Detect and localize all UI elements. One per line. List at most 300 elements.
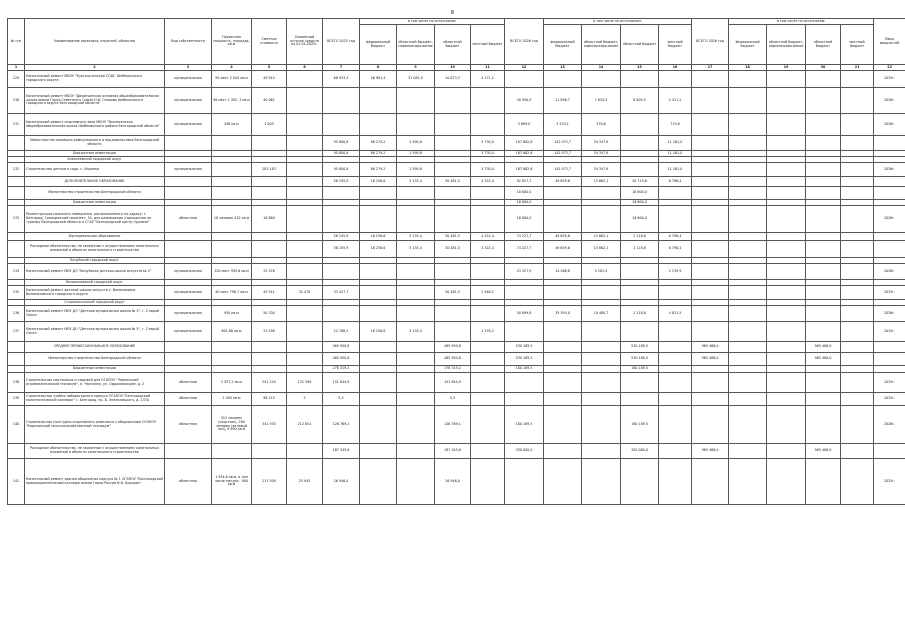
group-row bbox=[8, 187, 905, 200]
table-cell bbox=[471, 264, 505, 280]
table-cell bbox=[729, 306, 767, 322]
table-cell bbox=[505, 373, 544, 393]
table-cell: 136 bbox=[8, 306, 25, 322]
table-cell bbox=[323, 264, 360, 280]
table-cell bbox=[841, 187, 874, 200]
table-cell: 134 bbox=[8, 264, 25, 280]
table-cell: 35 393,0 bbox=[544, 306, 582, 322]
table-cell: 10 673,3 bbox=[435, 71, 471, 88]
table-cell bbox=[767, 187, 806, 200]
table-cell bbox=[544, 187, 582, 200]
table-cell: 139 bbox=[8, 393, 25, 406]
table-cell: 965 486,0 bbox=[692, 342, 729, 353]
column-number: 11 bbox=[471, 65, 505, 71]
table-cell bbox=[435, 88, 471, 114]
table-cell bbox=[212, 187, 252, 200]
table-cell bbox=[397, 366, 435, 373]
table-cell: 151 844,9 bbox=[323, 373, 360, 393]
table-cell: 16 256,6 bbox=[360, 233, 397, 241]
table-cell: 2025г. bbox=[874, 393, 905, 406]
table-cell bbox=[874, 233, 905, 241]
table-cell: 180 189,5 bbox=[621, 366, 659, 373]
table-cell: 11 261,0 bbox=[659, 136, 692, 151]
table-cell: 56 195,9 bbox=[323, 233, 360, 241]
table-cell bbox=[874, 187, 905, 200]
object-name-cell: Капитальный ремонт МБУ ДО "Валуйская детская школа искусств № 2" bbox=[25, 264, 165, 280]
table-cell: 278 319,2 bbox=[323, 366, 360, 373]
object-name-cell: Муниципальные образования bbox=[25, 233, 165, 241]
table-cell bbox=[582, 286, 621, 300]
table-cell bbox=[435, 264, 471, 280]
table-cell bbox=[729, 444, 767, 459]
table-cell bbox=[806, 286, 841, 300]
column-number: 12 bbox=[505, 65, 544, 71]
table-cell bbox=[165, 177, 212, 187]
table-cell: 138 bbox=[8, 373, 25, 393]
table-cell bbox=[165, 187, 212, 200]
table-cell: 5,3 bbox=[435, 393, 471, 406]
table-cell bbox=[397, 373, 435, 393]
table-cell bbox=[841, 114, 874, 136]
table-cell: 26 981,4 bbox=[360, 71, 397, 88]
table-cell: 120 мест 595,6 кв.м bbox=[212, 264, 252, 280]
table-cell: 5 730,0 bbox=[471, 151, 505, 157]
table-cell bbox=[544, 286, 582, 300]
header-local-2025: местный бюджет bbox=[471, 25, 505, 65]
table-cell: 376,6 bbox=[582, 114, 621, 136]
header-total-2025: ВСЕГО 2025 год bbox=[323, 19, 360, 65]
table-cell: 86 279,2 bbox=[360, 151, 397, 157]
table-cell: 278 319,2 bbox=[435, 366, 471, 373]
table-cell bbox=[8, 177, 25, 187]
table-row bbox=[8, 264, 905, 280]
table-cell: 18 600,0 bbox=[505, 187, 544, 200]
table-cell: 5 699,0 bbox=[505, 114, 544, 136]
table-cell bbox=[874, 177, 905, 187]
table-cell bbox=[252, 187, 287, 200]
object-name-cell: Бюджетные инвестиции bbox=[25, 151, 165, 157]
table-cell bbox=[397, 353, 435, 366]
table-cell: 187 682,6 bbox=[505, 151, 544, 157]
table-cell: 965 486,0 bbox=[806, 342, 841, 353]
table-cell bbox=[323, 187, 360, 200]
table-cell: 5 135,4 bbox=[397, 241, 435, 258]
table-cell: 217 509 bbox=[252, 459, 287, 505]
header-regional-cofinancing-2025: областной бюджет, софинансиро-вание bbox=[397, 25, 435, 65]
column-number: 3 bbox=[165, 65, 212, 71]
table-cell bbox=[397, 206, 435, 233]
table-cell bbox=[544, 393, 582, 406]
object-name-cell: Строительство мастерских и гаражей для ОГАПОУ "Чернянский агромеханический техникум", п. Чернянка, ул. Орджоникидзе, д. 2 bbox=[25, 373, 165, 393]
column-number: 1 bbox=[8, 65, 25, 71]
table-cell bbox=[582, 322, 621, 342]
table-cell: 2025г. bbox=[874, 373, 905, 393]
table-cell bbox=[471, 88, 505, 114]
table-cell: 2026г. bbox=[874, 206, 905, 233]
object-name-cell: Капитальный ремонт здания общежития корпуса № 1 ОГАПОУ "Белгородский правоохранительный колледж имени Героя России В.В. Бурцева" bbox=[25, 459, 165, 505]
table-cell bbox=[582, 353, 621, 366]
table-cell bbox=[841, 444, 874, 459]
table-cell bbox=[659, 71, 692, 88]
table-cell bbox=[729, 393, 767, 406]
object-name-cell: Капитальный ремонт МБОУ "Двуречанская основная общеобразовательная школа имени Героя Советского Союза Н.И. Озерова Шебекинского городского округа Белгородской области" bbox=[25, 88, 165, 114]
table-cell: 126 769,1 bbox=[323, 406, 360, 444]
table-cell: 40 мест 798,7 кв.м bbox=[212, 286, 252, 300]
table-cell bbox=[360, 373, 397, 393]
object-name-cell: Расходные обязательства, не связанные с осуществлением капитальных вложений в объекты капитального строительства bbox=[25, 444, 165, 459]
table-cell bbox=[471, 406, 505, 444]
table-cell bbox=[252, 241, 287, 258]
header-object-name: Наименование заказчика, отраслей, объектов bbox=[25, 19, 165, 65]
table-cell bbox=[360, 114, 397, 136]
group-row bbox=[8, 136, 905, 151]
table-cell bbox=[874, 444, 905, 459]
table-cell: 2 590,8 bbox=[397, 151, 435, 157]
table-cell bbox=[692, 366, 729, 373]
table-cell bbox=[544, 366, 582, 373]
table-cell bbox=[841, 406, 874, 444]
column-number: 5 bbox=[252, 65, 287, 71]
table-cell: 180 189,5 bbox=[505, 406, 544, 444]
table-cell: 95 мест 2 045 кв.м bbox=[212, 71, 252, 88]
table-cell bbox=[165, 366, 212, 373]
table-cell: 33 427,7 bbox=[323, 286, 360, 300]
header-regional-cofinancing-2027: областной бюджет, софинансиро-вание bbox=[767, 25, 806, 65]
table-cell bbox=[287, 241, 323, 258]
table-cell bbox=[397, 406, 435, 444]
table-cell: 350 000,0 bbox=[505, 444, 544, 459]
table-cell: муниципальная bbox=[165, 306, 212, 322]
table-cell bbox=[659, 187, 692, 200]
table-cell: 212 851 bbox=[287, 406, 323, 444]
table-cell: 465 950,8 bbox=[435, 353, 471, 366]
table-cell: 187 345,6 bbox=[323, 444, 360, 459]
table-cell: областная bbox=[165, 373, 212, 393]
table-cell bbox=[841, 177, 874, 187]
table-cell bbox=[397, 264, 435, 280]
table-cell bbox=[806, 114, 841, 136]
table-cell bbox=[360, 459, 397, 505]
table-cell bbox=[621, 373, 659, 393]
table-cell bbox=[471, 459, 505, 505]
table-cell bbox=[582, 206, 621, 233]
column-number: 18 bbox=[729, 65, 767, 71]
table-cell bbox=[435, 206, 471, 233]
table-cell: 142 073,7 bbox=[544, 163, 582, 177]
table-cell bbox=[659, 342, 692, 353]
table-cell bbox=[544, 459, 582, 505]
table-cell bbox=[621, 136, 659, 151]
table-cell bbox=[212, 366, 252, 373]
table-cell bbox=[287, 187, 323, 200]
table-cell: 2 590,8 bbox=[397, 136, 435, 151]
table-cell: 5 135,4 bbox=[397, 322, 435, 342]
table-cell: 74 227,7 bbox=[505, 233, 544, 241]
table-row bbox=[8, 114, 905, 136]
table-cell: 2 139,9 bbox=[659, 264, 692, 280]
object-name-cell: ДОПОЛНИТЕЛЬНОЕ ОБРАЗОВАНИЕ bbox=[25, 177, 165, 187]
table-row bbox=[8, 406, 905, 444]
table-cell bbox=[323, 88, 360, 114]
table-cell bbox=[471, 444, 505, 459]
table-cell: 25 528 bbox=[252, 264, 287, 280]
table-cell: 965 486,0 bbox=[692, 353, 729, 366]
table-cell: 16 256,6 bbox=[360, 177, 397, 187]
table-cell: 68 933,4 bbox=[323, 71, 360, 88]
group-row bbox=[8, 233, 905, 241]
table-cell bbox=[841, 71, 874, 88]
table-cell bbox=[659, 393, 692, 406]
table-cell bbox=[729, 264, 767, 280]
column-number: 20 bbox=[806, 65, 841, 71]
table-cell bbox=[841, 88, 874, 114]
table-cell bbox=[544, 406, 582, 444]
table-cell: 142 073,7 bbox=[544, 136, 582, 151]
table-cell bbox=[806, 206, 841, 233]
table-cell bbox=[252, 233, 287, 241]
column-number: 15 bbox=[621, 65, 659, 71]
table-cell bbox=[544, 342, 582, 353]
table-cell bbox=[360, 187, 397, 200]
table-cell: 11 261,0 bbox=[659, 151, 692, 157]
table-cell bbox=[360, 366, 397, 373]
table-cell bbox=[360, 342, 397, 353]
table-cell bbox=[8, 136, 25, 151]
table-cell bbox=[874, 342, 905, 353]
table-cell bbox=[841, 241, 874, 258]
table-cell bbox=[8, 366, 25, 373]
table-cell bbox=[360, 286, 397, 300]
header-sources-2026: в том числе по источникам: bbox=[544, 19, 692, 25]
table-cell: 4 322,4 bbox=[471, 233, 505, 241]
table-cell: 131 599 bbox=[287, 373, 323, 393]
table-cell bbox=[806, 459, 841, 505]
budget-table bbox=[7, 18, 905, 505]
table-cell bbox=[729, 177, 767, 187]
table-cell bbox=[323, 206, 360, 233]
table-cell: областная bbox=[165, 206, 212, 233]
table-cell bbox=[841, 233, 874, 241]
table-cell: 4 322,4 bbox=[471, 177, 505, 187]
table-cell bbox=[806, 163, 841, 177]
table-cell: 4 322,4 bbox=[471, 241, 505, 258]
table-cell bbox=[360, 406, 397, 444]
table-cell bbox=[397, 393, 435, 406]
table-cell bbox=[692, 71, 729, 88]
table-cell bbox=[544, 206, 582, 233]
table-cell bbox=[360, 306, 397, 322]
table-cell bbox=[767, 373, 806, 393]
table-cell: 131 bbox=[8, 114, 25, 136]
table-cell bbox=[729, 233, 767, 241]
table-cell bbox=[729, 187, 767, 200]
table-cell bbox=[692, 264, 729, 280]
object-name-cell: Старооскольский городской округ bbox=[25, 300, 165, 306]
table-cell bbox=[397, 286, 435, 300]
table-cell bbox=[806, 406, 841, 444]
table-cell: 1 934,6 кв.м, в том числе ниндзя - 900 кв.м bbox=[212, 459, 252, 505]
table-row bbox=[8, 393, 905, 406]
table-cell bbox=[252, 136, 287, 151]
table-cell bbox=[621, 163, 659, 177]
table-row bbox=[8, 286, 905, 300]
table-cell bbox=[287, 233, 323, 241]
table-cell bbox=[806, 233, 841, 241]
header-ownership: Вид собственности bbox=[165, 19, 212, 65]
table-cell: 26 946,0 bbox=[435, 459, 471, 505]
table-cell: 135 bbox=[8, 286, 25, 300]
table-cell bbox=[505, 71, 544, 88]
table-cell bbox=[729, 286, 767, 300]
table-cell bbox=[471, 373, 505, 393]
table-cell bbox=[287, 163, 323, 177]
table-cell: 2 557,2 кв.м bbox=[212, 373, 252, 393]
table-cell bbox=[471, 306, 505, 322]
object-name-cell: Волоконовский городской округ bbox=[25, 280, 165, 286]
table-cell bbox=[582, 393, 621, 406]
table-cell bbox=[692, 88, 729, 114]
table-cell bbox=[692, 136, 729, 151]
table-cell: 719,8 bbox=[659, 114, 692, 136]
header-commissioning: Ввод мощностей bbox=[874, 19, 905, 65]
table-cell bbox=[729, 206, 767, 233]
table-cell: муниципальная bbox=[165, 286, 212, 300]
table-cell bbox=[287, 306, 323, 322]
table-cell: 187 682,6 bbox=[505, 163, 544, 177]
table-cell bbox=[767, 353, 806, 366]
table-cell bbox=[767, 366, 806, 373]
table-cell bbox=[287, 136, 323, 151]
table-cell: 30 481,5 bbox=[435, 241, 471, 258]
table-cell: 49 910 bbox=[252, 71, 287, 88]
table-row bbox=[8, 71, 905, 88]
table-cell: 95 800,8 bbox=[323, 136, 360, 151]
table-cell bbox=[287, 342, 323, 353]
table-cell bbox=[471, 187, 505, 200]
table-cell bbox=[435, 322, 471, 342]
object-name-cell: Капитальный ремонт МБУ ДО "Детская музыкальная школа № 3", г. Старый Оскол bbox=[25, 306, 165, 322]
table-cell bbox=[841, 306, 874, 322]
table-cell: 5 135,4 bbox=[397, 233, 435, 241]
table-cell: 2025г. bbox=[874, 322, 905, 342]
table-cell bbox=[360, 264, 397, 280]
group-row bbox=[8, 366, 905, 373]
table-cell: 5,3 bbox=[323, 393, 360, 406]
table-cell bbox=[252, 366, 287, 373]
table-cell: 5 730,0 bbox=[471, 136, 505, 151]
table-cell bbox=[621, 114, 659, 136]
table-cell bbox=[287, 88, 323, 114]
table-cell bbox=[729, 366, 767, 373]
table-cell bbox=[874, 241, 905, 258]
table-cell: 312 человек (спортзал), 200 человек (актовый зал), 9 090 кв.м bbox=[212, 406, 252, 444]
table-cell bbox=[806, 264, 841, 280]
table-cell bbox=[806, 322, 841, 342]
table-cell: 49 659,6 bbox=[544, 177, 582, 187]
table-cell bbox=[505, 322, 544, 342]
table-cell: 92 827,7 bbox=[505, 177, 544, 187]
table-cell bbox=[8, 241, 25, 258]
table-cell: 142 073,7 bbox=[544, 151, 582, 157]
table-cell bbox=[841, 136, 874, 151]
table-cell bbox=[323, 306, 360, 322]
table-cell: 283 183 bbox=[252, 163, 287, 177]
table-cell bbox=[692, 306, 729, 322]
table-cell bbox=[692, 406, 729, 444]
table-cell: 34 347,9 bbox=[582, 151, 621, 157]
table-cell bbox=[841, 163, 874, 177]
table-cell bbox=[806, 88, 841, 114]
table-cell bbox=[287, 71, 323, 88]
table-cell: 530 189,5 bbox=[505, 353, 544, 366]
column-number: 21 bbox=[841, 65, 874, 71]
table-cell: 5 730,0 bbox=[471, 163, 505, 177]
object-name-cell: Валуйский городской округ bbox=[25, 258, 165, 264]
header-sources-2027: в том числе по источникам: bbox=[729, 19, 874, 25]
table-cell bbox=[165, 444, 212, 459]
table-cell bbox=[659, 459, 692, 505]
table-cell bbox=[582, 187, 621, 200]
table-cell bbox=[505, 393, 544, 406]
table-cell bbox=[471, 342, 505, 353]
column-number: 9 bbox=[397, 65, 435, 71]
table-cell bbox=[582, 444, 621, 459]
table-cell: 465 950,8 bbox=[323, 342, 360, 353]
table-cell bbox=[692, 459, 729, 505]
table-cell: 180 189,5 bbox=[505, 366, 544, 373]
table-cell bbox=[841, 459, 874, 505]
table-cell bbox=[729, 459, 767, 505]
table-cell: 95 800,8 bbox=[323, 151, 360, 157]
table-cell bbox=[841, 286, 874, 300]
table-cell bbox=[212, 163, 252, 177]
table-cell: 6 798,4 bbox=[659, 177, 692, 187]
table-cell: 15 662,1 bbox=[582, 233, 621, 241]
table-cell bbox=[692, 114, 729, 136]
table-cell bbox=[767, 342, 806, 353]
table-cell bbox=[841, 373, 874, 393]
table-cell: 130 bbox=[8, 88, 25, 114]
object-name-cell: Расходные обязательства, не связанные с осуществлением капитальных вложений в объекты капитального строительства bbox=[25, 241, 165, 258]
table-cell: 5 bbox=[287, 393, 323, 406]
table-cell: муниципальная bbox=[165, 322, 212, 342]
table-cell bbox=[252, 342, 287, 353]
table-cell: 49 659,6 bbox=[544, 241, 582, 258]
table-cell bbox=[806, 187, 841, 200]
table-cell: 2025г. bbox=[874, 459, 905, 505]
header-regional-2027: областной бюджет bbox=[806, 25, 841, 65]
table-row bbox=[8, 459, 905, 505]
table-cell: 2 118,6 bbox=[621, 233, 659, 241]
table-cell bbox=[767, 264, 806, 280]
table-cell bbox=[165, 353, 212, 366]
table-cell: муниципальная bbox=[165, 264, 212, 280]
table-cell bbox=[767, 322, 806, 342]
table-cell bbox=[841, 342, 874, 353]
group-row bbox=[8, 444, 905, 459]
table-cell: 50 899,8 bbox=[505, 306, 544, 322]
table-cell: 137 bbox=[8, 322, 25, 342]
table-cell: 6 798,4 bbox=[659, 241, 692, 258]
table-row bbox=[8, 163, 905, 177]
table-cell bbox=[729, 241, 767, 258]
table-cell: 291 245 bbox=[252, 373, 287, 393]
object-name-cell: Реконструкция нежилого помещения, расположенного по адресу: г. Белгород, Гражданский проспект, 54, для размещения учреждения по туризму Белгородской области и СГАУ "Белгородский центр туризма" bbox=[25, 206, 165, 233]
header-total-2026-b: ВСЕГО 2026 год bbox=[692, 19, 729, 65]
table-cell bbox=[582, 366, 621, 373]
table-cell: 18 600,0 bbox=[505, 206, 544, 233]
object-name-cell: Капитальный ремонт детской школы искусств с. Волоконовка Волоконовского городского округа bbox=[25, 286, 165, 300]
